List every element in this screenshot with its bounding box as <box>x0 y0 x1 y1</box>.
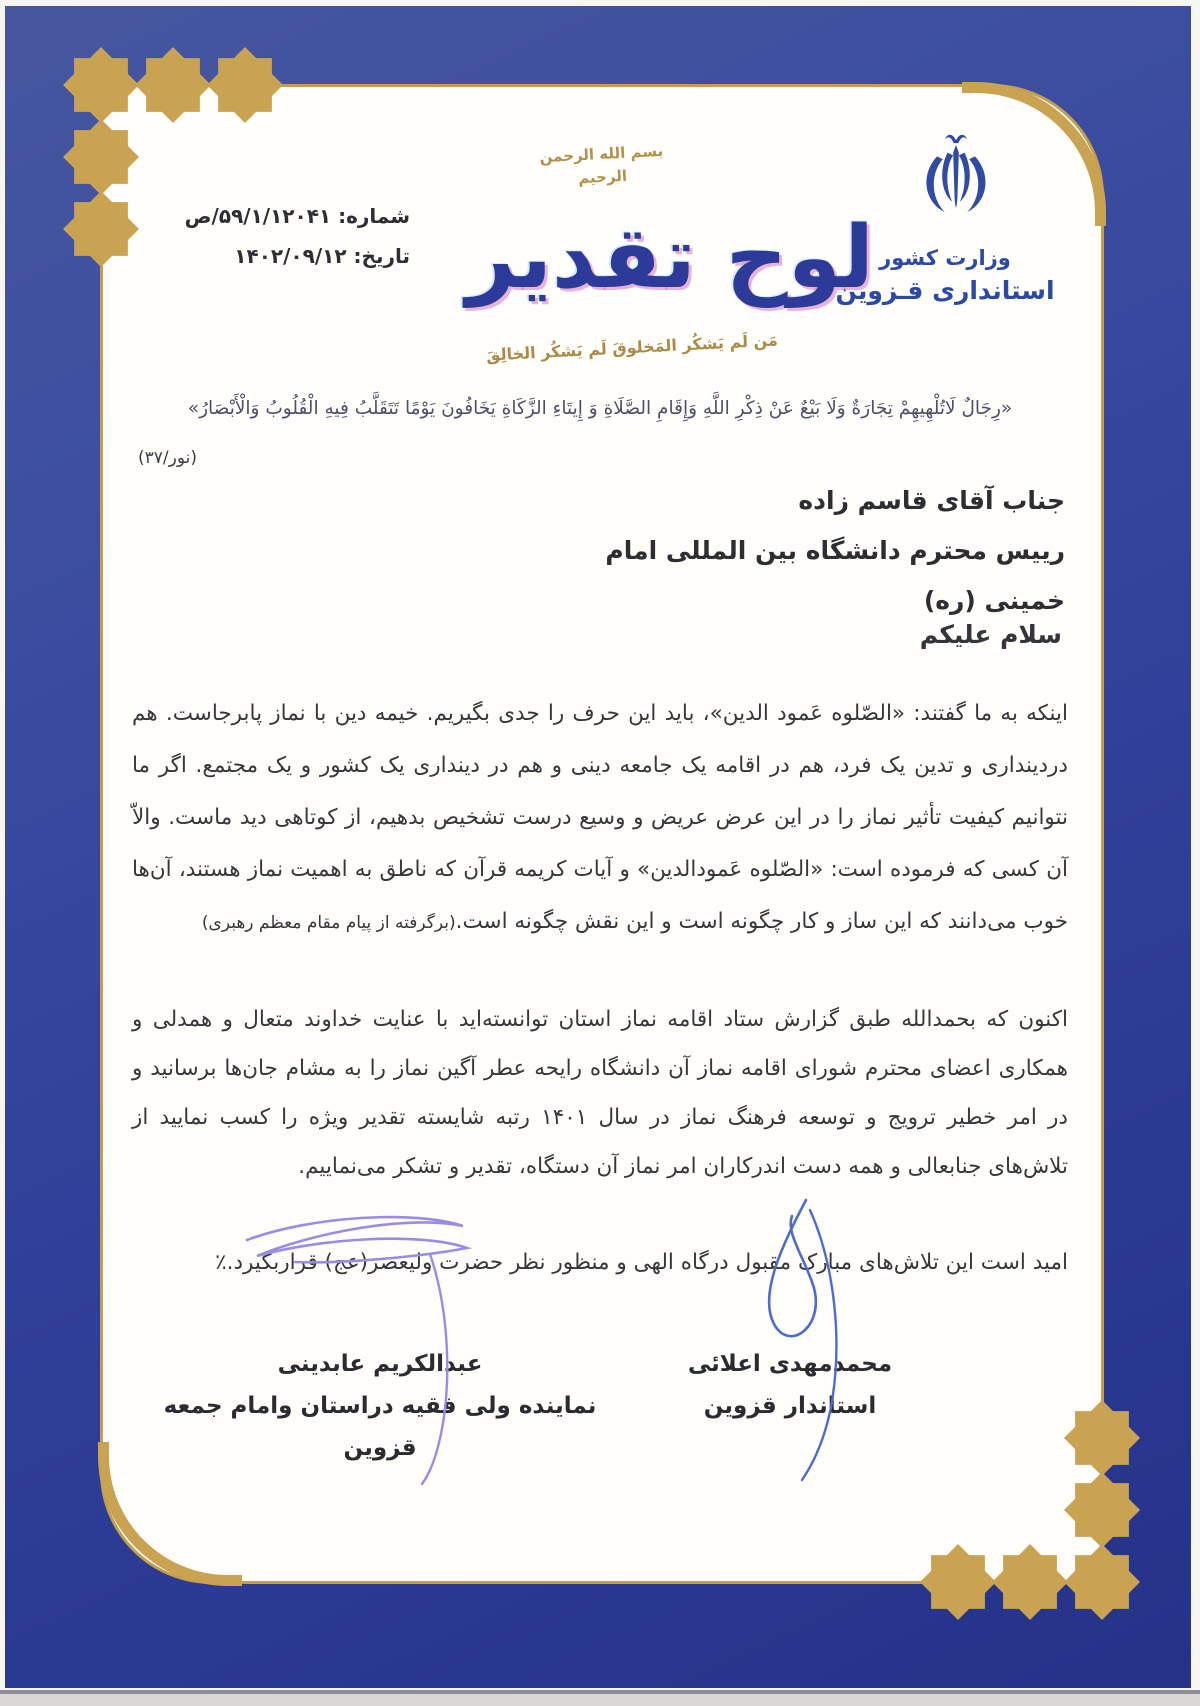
scan-edge-bottom <box>0 1694 1200 1706</box>
doc-date-label: تاریخ: <box>353 244 410 268</box>
governorate-name: استانداری قـزوین <box>835 276 1055 305</box>
recipient-title: رییس محترم دانشگاه بین المللی امام خمینی (ره) <box>605 536 1065 615</box>
body-paragraph-1 <box>132 688 1068 949</box>
verse-citation: (نور/۳۷) <box>138 448 197 468</box>
quran-verse: «رِجَالٌ لَاتُلْهِیهِمْ تِجَارَةٌ وَلَا بَیْعٌ عَنْ ذِکْرِ اللَّهِ وَإِقَامِ الصَّلَاةِ وَ إِیتَاءِ الزَّکَاةِ یَخَافُونَ یَوْمًا تَتَقَلَّبُ فِیهِ الْقُلُوبُ وَالْأَبْصَارُ» <box>187 398 1013 419</box>
doc-date-value: ۱۴۰۲/۰۹/۱۲ <box>234 244 347 268</box>
recipient-block <box>520 476 1065 626</box>
body-paragraph-2: اکنون که بحمدالله طبق گزارش ستاد اقامه نماز استان توانسته‌اید با عنایت خداوند متعال و همدلی و همکاری اعضای محترم شورای اقامه نماز آن دانشگاه رایحه عطر آگین نماز را به مشام جان‌ها برسانید و در امر خطیر ترویج و توسعه فرهنگ نماز در سال ۱۴۰۱ رتبه شایسته تقدیر ویژه را کسب نمایید از تلاش‌های جنابعالی و همه دست اندرکاران امر نماز آن دستگاه، تقدیر و تشکر می‌نماییم. <box>132 1006 1068 1179</box>
representative-name: عبدالکریم عابدینی <box>277 1351 483 1377</box>
representative-title: نماینده ولی فقیه دراستان وامام جمعه قزوین <box>163 1393 597 1461</box>
doc-number-label: شماره: <box>338 204 410 228</box>
recipient-name: جناب آقای قاسم زاده <box>798 486 1065 515</box>
signature-block-governor <box>655 1343 925 1427</box>
signature-block-representative <box>130 1343 630 1469</box>
doc-number-value: ۵۹/۱/۱۲۰۴۱/ص <box>184 204 332 228</box>
governor-name: محمدمهدی اعلائی <box>687 1351 893 1377</box>
greeting-line: سلام علیکم <box>919 620 1062 649</box>
governor-title: استاندار قزوین <box>703 1393 877 1419</box>
paragraph-1-source-note: (برگرفته از پیام مقام معظم رهبری) <box>201 912 456 933</box>
paragraph-1-text: اینکه به ما گفتند: «الصّلوه عَمود الدین»، باید این حرف را جدی بگیریم. خیمه دین با نماز پابرجاست. هم دردینداری و تدین یک فرد، هم در اقامه یک جامعه دینی و هم در دینداری یک کشور و یک مجتمع. اگر ما نتوانیم کیفیت تأثیر نماز را در این عرض عریض و وسیع درست تشخیص بدهیم، از کوتاهی دید ماست. والاّ آن کسی که فرموده است: «الصّلوه عَمودالدین» و آیات کریمه قرآن که ناطق به اهمیت نماز هستند، آن‌ها خوب می‌دانند که این ساز و کار چگونه است و این نقش چگونه است. <box>132 700 1068 934</box>
body-paragraph-3: امید است این تلاش‌های مبارک مقبول درگاه الهی و منظور نظر حضرت ولیعصر(عج) قراربگیرد.٪ <box>215 1249 1068 1275</box>
bismillah-calligraphy: بسم الله الرحمن الرحیم <box>539 141 664 188</box>
certificate-title: لوح تقدیر <box>466 208 874 308</box>
gratitude-motto: مَن لَم یَشکُر المَخلوقَ لَم یَشکُر الخالِقَ <box>485 330 779 365</box>
ministry-name: وزارت کشور <box>879 246 1011 270</box>
